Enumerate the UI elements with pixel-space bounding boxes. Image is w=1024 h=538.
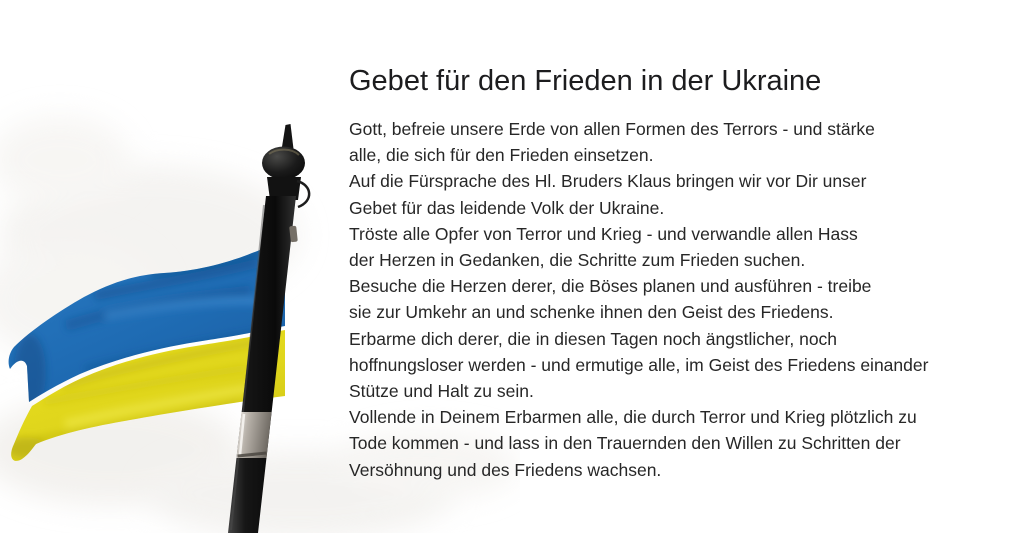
prayer-line: Stütze und Halt zu sein. bbox=[349, 381, 534, 402]
prayer-line: Gebet für das leidende Volk der Ukraine. bbox=[349, 197, 665, 218]
prayer-line: der Herzen in Gedanken, die Schritte zum Frieden suchen. bbox=[349, 250, 806, 271]
prayer-line: Versöhnung und des Friedens wachsen. bbox=[349, 459, 662, 480]
prayer-line: Vollende in Deinem Erbarmen alle, die durch Terror und Krieg plötzlich zu bbox=[349, 407, 917, 428]
prayer-line: hoffnungsloser werden - und ermutige alle, im Geist des Friedens einander bbox=[349, 354, 929, 375]
flagpole-finial bbox=[262, 147, 305, 180]
prayer-line: Tröste alle Opfer von Terror und Krieg - und verwandle allen Hass bbox=[349, 223, 858, 244]
prayer-text-block bbox=[349, 64, 994, 483]
prayer-line: sie zur Umkehr an und schenke ihnen den Geist des Friedens. bbox=[349, 302, 834, 323]
page-title: Gebet für den Frieden in der Ukraine bbox=[349, 65, 822, 97]
prayer-line: Tode kommen - und lass in den Trauernden den Willen zu Schritten der bbox=[349, 433, 901, 454]
prayer-line: Besuche die Herzen derer, die Böses planen und ausführen - treibe bbox=[349, 276, 872, 297]
prayer-line: Auf die Fürsprache des Hl. Bruders Klaus bringen wir vor Dir unser bbox=[349, 171, 867, 192]
prayer-line: alle, die sich für den Frieden einsetzen. bbox=[349, 145, 654, 166]
prayer-line: Erbarme dich derer, die in diesen Tagen noch ängstlicher, noch bbox=[349, 328, 838, 349]
prayer-line: Gott, befreie unsere Erde von allen Formen des Terrors - und stärke bbox=[349, 119, 875, 139]
